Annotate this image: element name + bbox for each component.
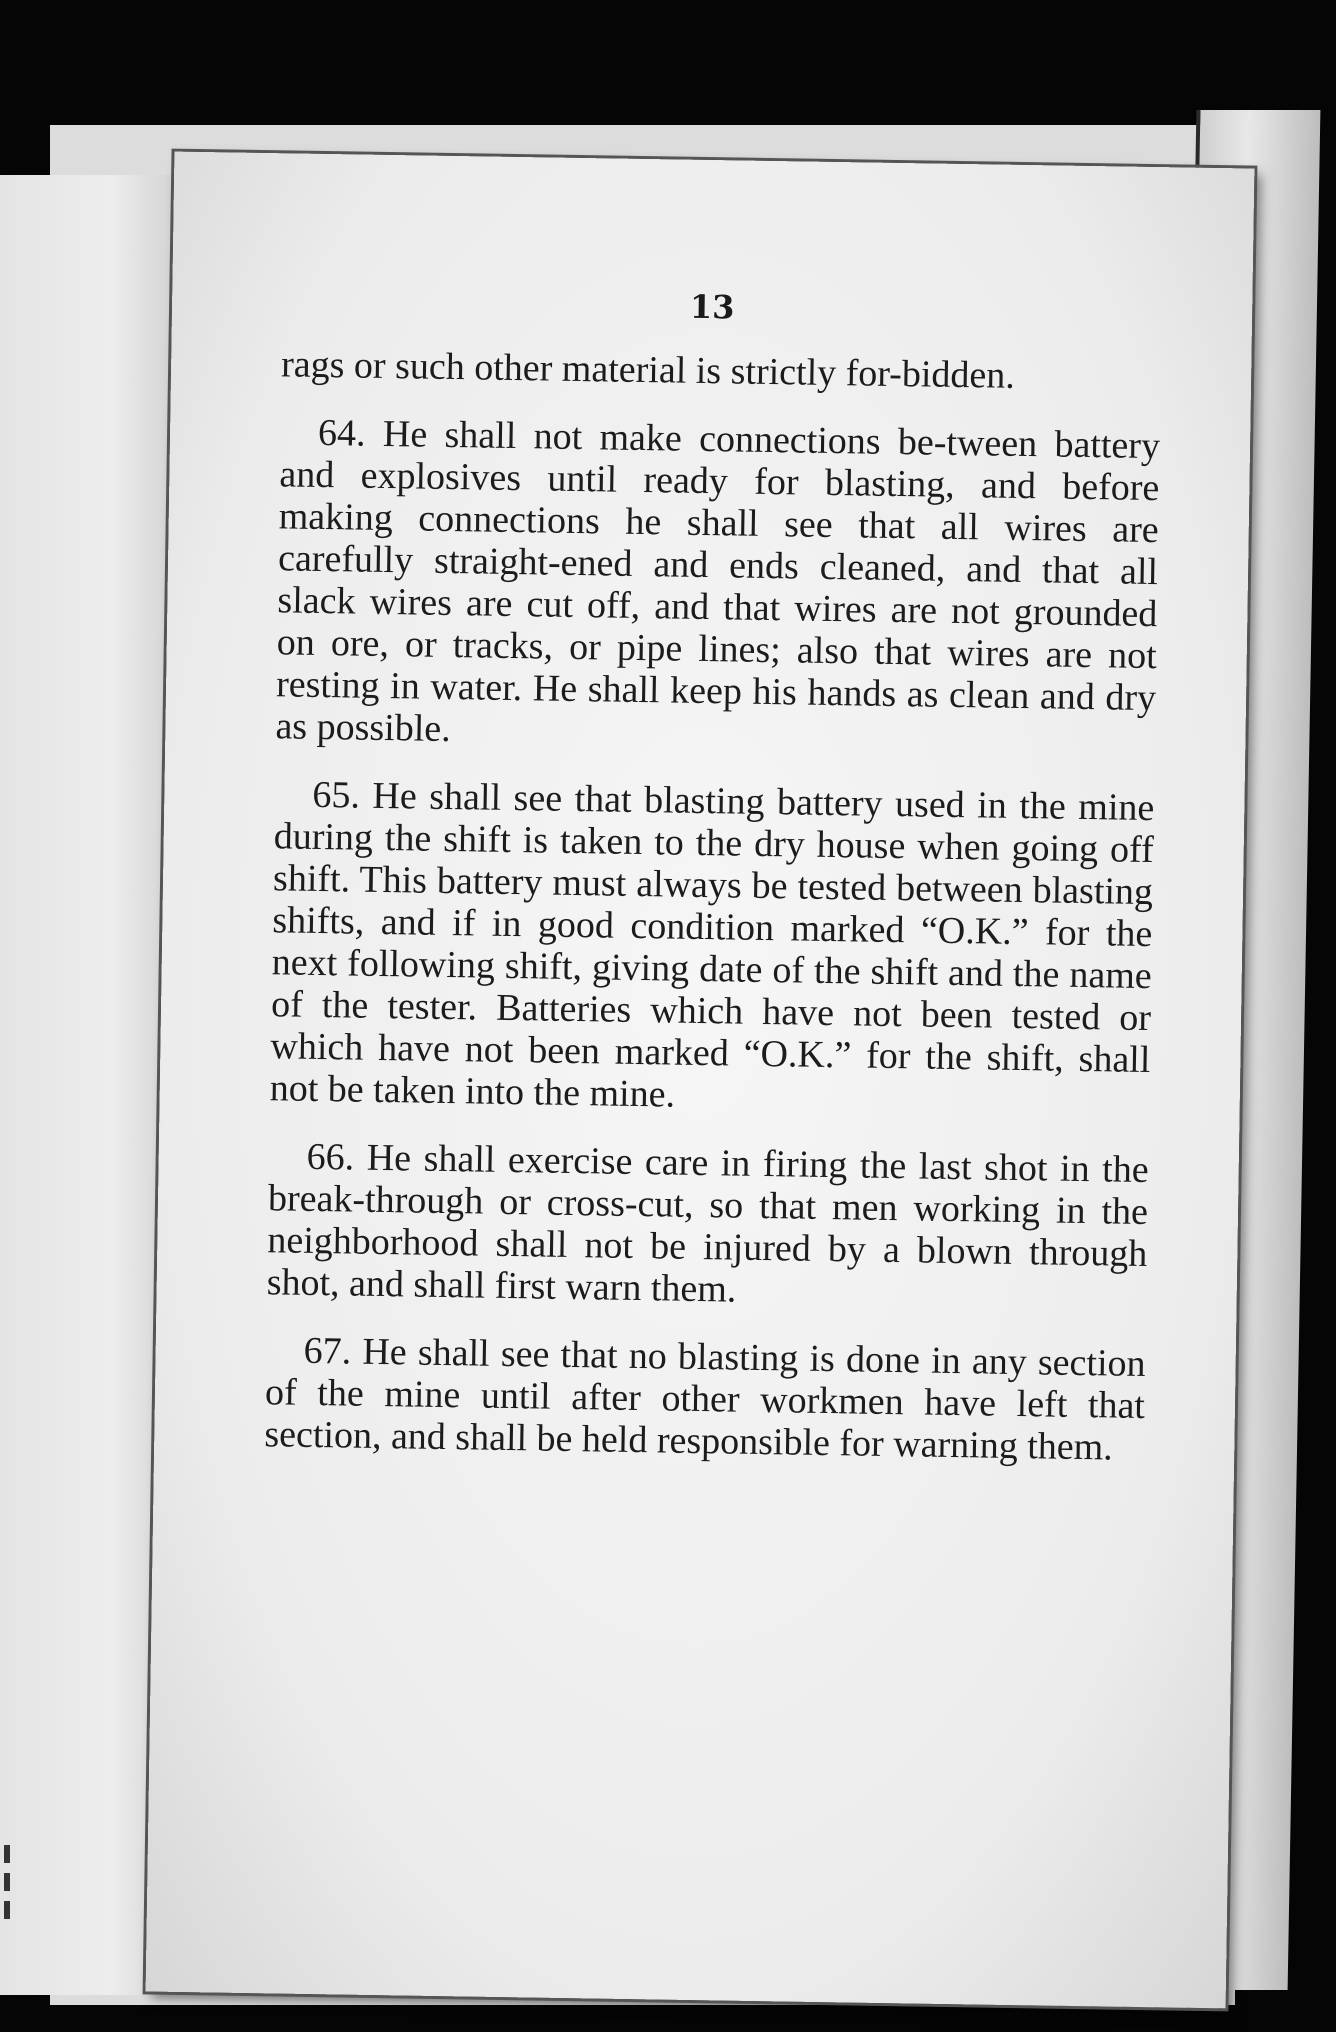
paragraph-continuation: rags or such other material is strictly for-bidden. bbox=[280, 343, 1016, 397]
book-page bbox=[146, 152, 1255, 2009]
left-page-mark bbox=[4, 1845, 10, 1863]
paragraph-rule-67: 67. He shall see that no blasting is done in any section of the mine until after other workmen have left that section, and shall be held responsible for warning them. bbox=[264, 1329, 1146, 1469]
left-page-mark bbox=[4, 1873, 10, 1891]
page-number: 13 bbox=[689, 287, 735, 327]
left-page-mark bbox=[4, 1901, 10, 1919]
paragraph-rule-64: 64. He shall not make connections be-tween battery and explosives until ready for blasting, and before making connections he shall see that all wires are carefully straight-ened and ends cleaned, and that all slack wires are cut off, and that wires are not grounded on ore, or tracks, or pipe lines; also that wires are not resting in water. He shall keep his hands as clean and dry as possible. bbox=[275, 411, 1161, 751]
left-page-marks bbox=[0, 1835, 18, 1955]
paragraph-rule-65: 65. He shall see that blasting battery used in the mine during the shift is taken to the dry house when going off shift. This battery must always be tested between blasting shifts, and if in good condition marked “O.K.” for the next following shift, giving date of the shift and the name of the tester. Batteries which have not been tested or which have not been marked “O.K.” for the shift, shall not be taken into the mine. bbox=[269, 773, 1155, 1116]
paragraph-rule-66: 66. He shall exercise care in firing the last shot in the break-through or cross-cut, so that men working in the neighborhood shall not be injured by a blown through shot, and shall first warn them. bbox=[266, 1135, 1149, 1311]
page-text bbox=[264, 343, 1162, 1495]
